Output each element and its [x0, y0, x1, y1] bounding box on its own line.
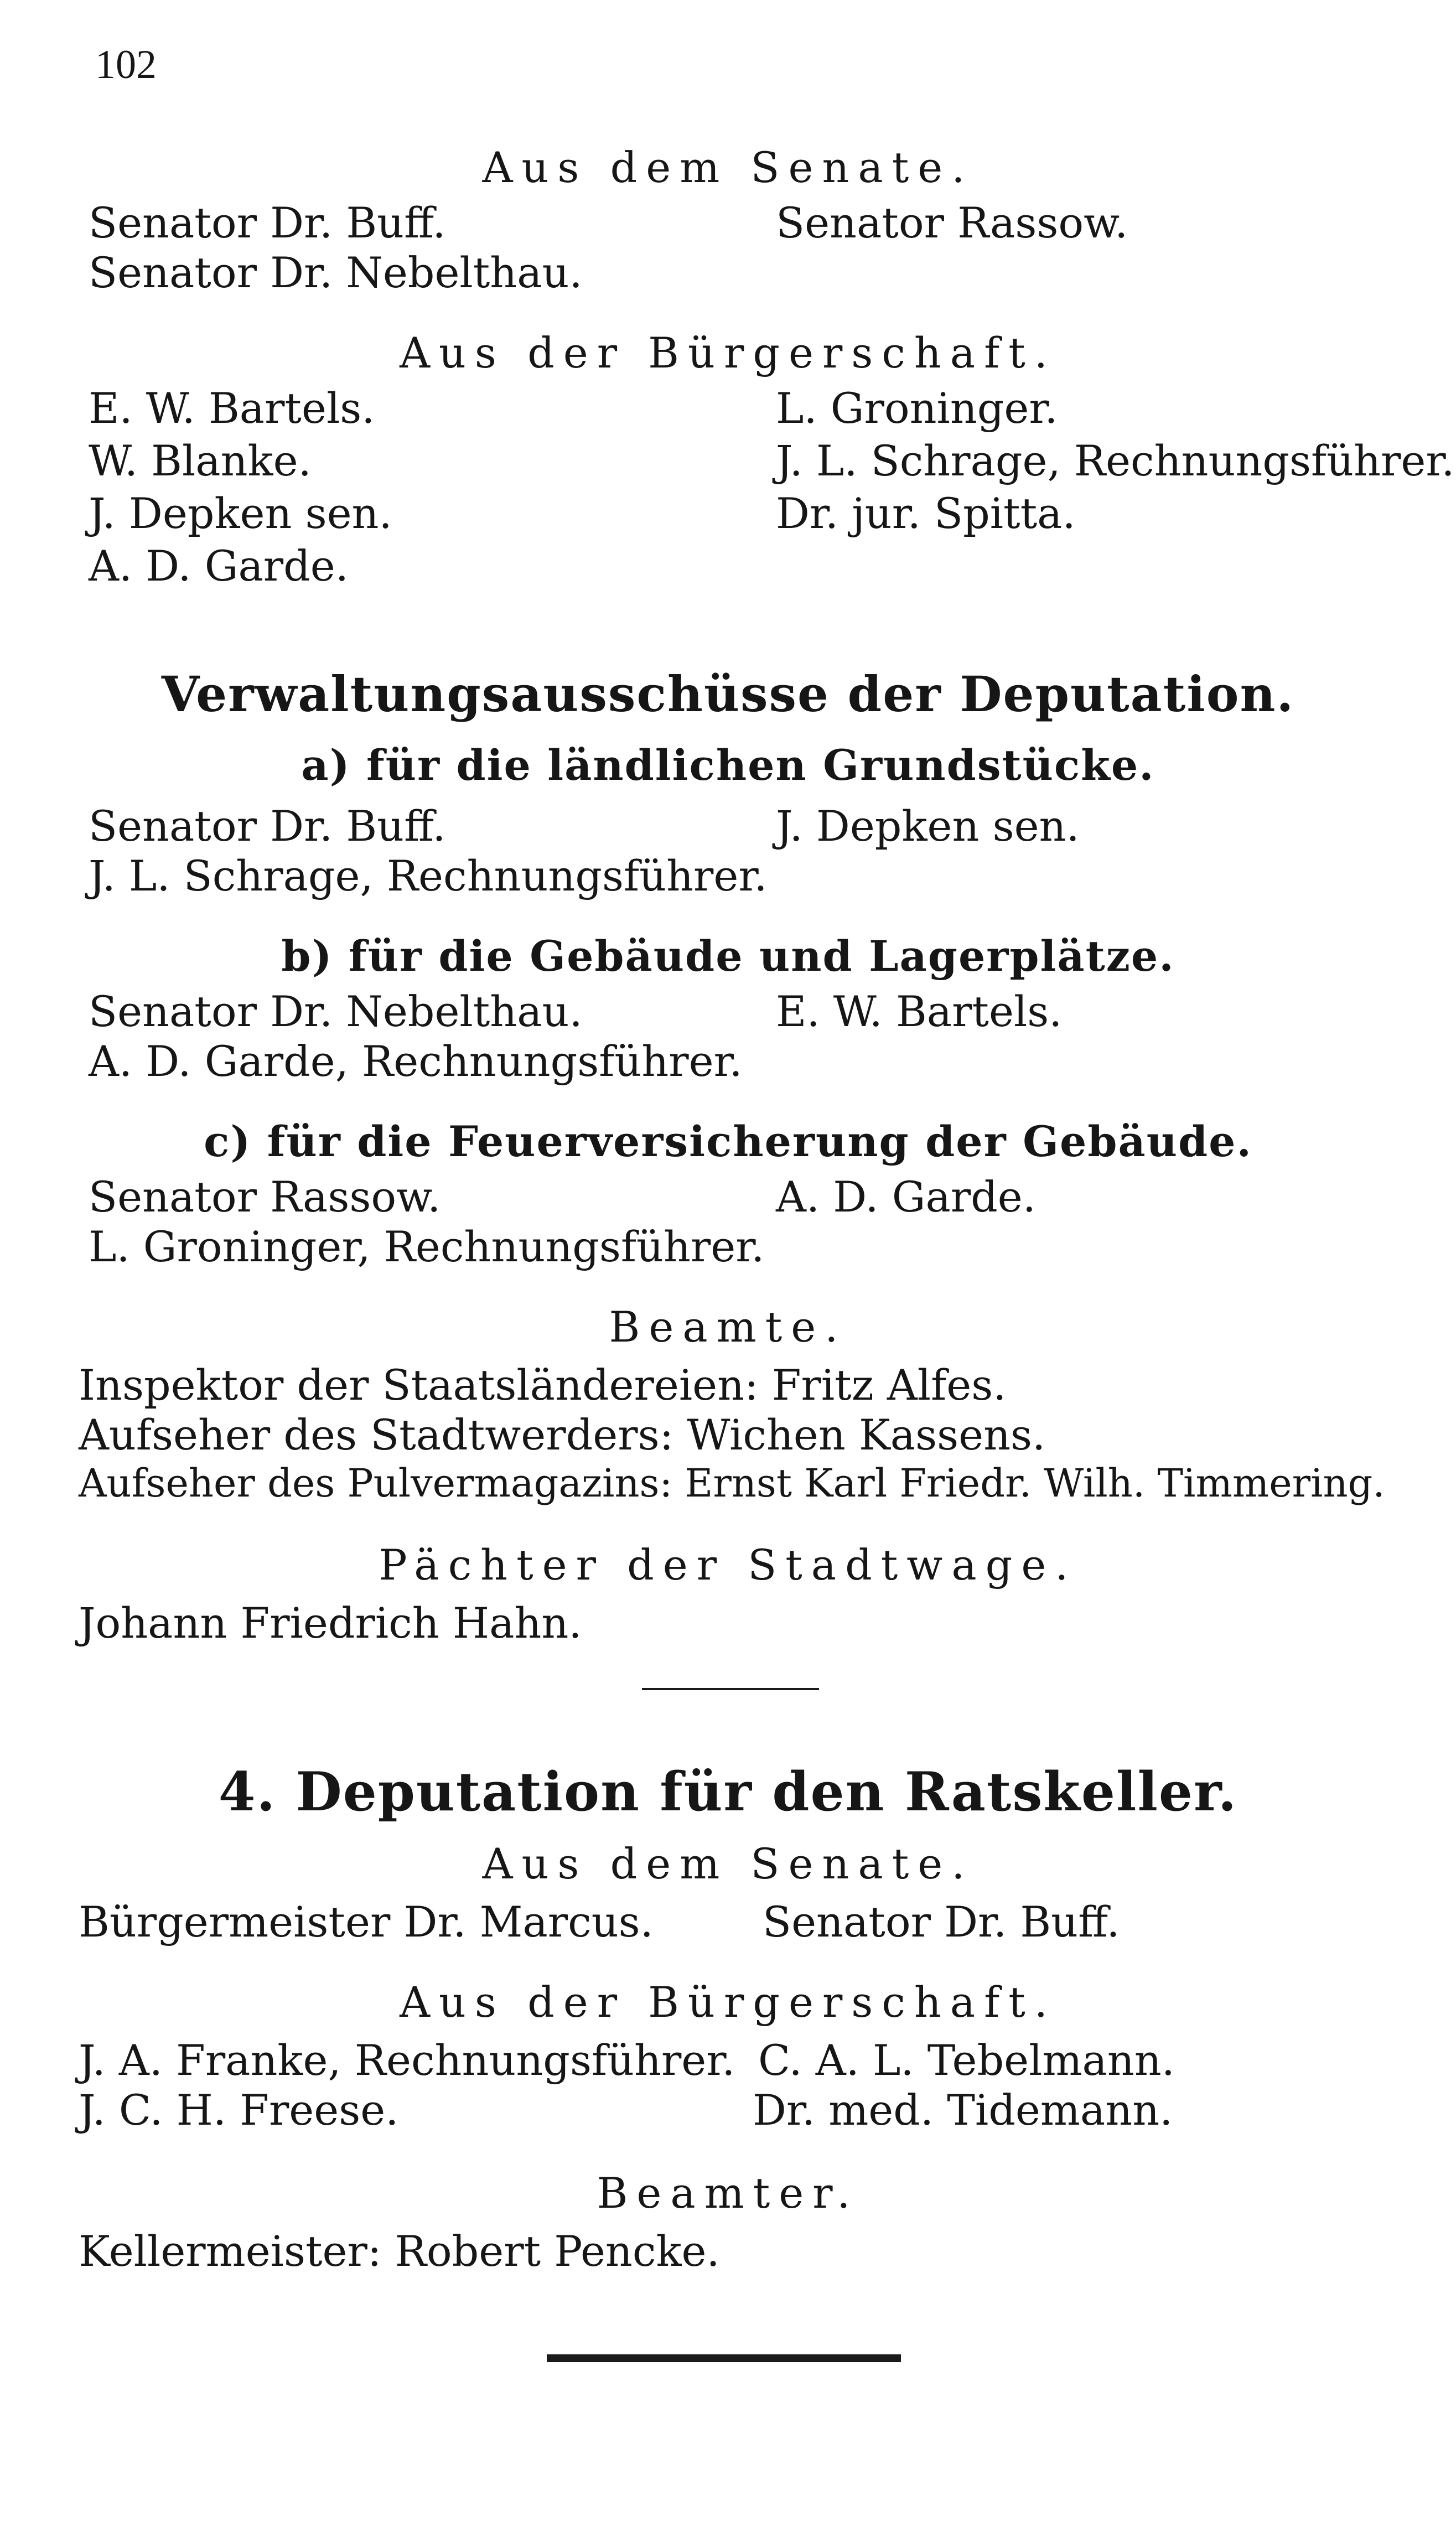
committee-member: Senator Dr. Nebelthau. [89, 987, 583, 1036]
senate-heading: Aus dem Senate. [482, 143, 974, 192]
citizen-member: J. Depken sen. [89, 489, 392, 538]
citizens-heading: Aus der Bürgerschaft. [400, 1977, 1056, 2027]
committee-member: Senator Rassow. [89, 1172, 441, 1221]
citizen-member: C. A. L. Tebelmann. [758, 2036, 1175, 2085]
officials-heading: Beamte. [609, 1302, 847, 1352]
section-divider [642, 1688, 819, 1690]
tenant-heading: Pächter der Stadtwage. [379, 1540, 1077, 1589]
citizen-member: Dr. med. Tidemann. [753, 2085, 1173, 2135]
citizen-member: W. Blanke. [89, 436, 312, 485]
committee-member: L. Groninger, Rechnungsführer. [89, 1222, 765, 1271]
senate-member: Senator Dr. Buff. [763, 1897, 1120, 1946]
official-entry: Kellermeister: Robert Pencke. [79, 2227, 720, 2276]
official-entry: Aufseher des Stadtwerders: Wichen Kassens. [79, 1410, 1046, 1459]
citizens-heading: Aus der Bürgerschaft. [400, 328, 1056, 377]
committee-member: Senator Dr. Buff. [89, 801, 446, 851]
official-heading: Beamter. [597, 2168, 859, 2218]
senate-member: Bürgermeister Dr. Marcus. [79, 1897, 654, 1946]
senate-member: Senator Dr. Nebelthau. [89, 248, 583, 297]
committee-c-title: c) für die Feuerversicherung der Gebäude. [204, 1117, 1252, 1166]
citizen-member: A. D. Garde. [89, 541, 349, 591]
citizen-member: J. L. Schrage, Rechnungsführer. [776, 436, 1455, 485]
senate-member: Senator Dr. Buff. [89, 198, 446, 247]
citizen-member: L. Groninger. [776, 384, 1058, 433]
committee-member: A. D. Garde. [776, 1172, 1036, 1221]
committee-member: A. D. Garde, Rechnungsführer. [89, 1037, 743, 1086]
section-4-title: 4. Deputation für den Ratskeller. [218, 1761, 1238, 1823]
committee-b-title: b) für die Gebäude und Lagerplätze. [281, 931, 1175, 981]
tenant-name: Johann Friedrich Hahn. [79, 1598, 582, 1648]
citizen-member: Dr. jur. Spitta. [776, 489, 1076, 538]
citizen-member: J. C. H. Freese. [79, 2085, 399, 2135]
committee-member: E. W. Bartels. [776, 987, 1063, 1036]
senate-heading: Aus dem Senate. [482, 1839, 974, 1888]
senate-member: Senator Rassow. [776, 198, 1128, 247]
committee-member: J. L. Schrage, Rechnungsführer. [89, 851, 768, 900]
citizen-member: J. A. Franke, Rechnungsführer. [79, 2036, 735, 2085]
end-rule [547, 2354, 901, 2362]
admin-committees-heading: Verwaltungsausschüsse der Deputation. [161, 665, 1295, 723]
official-entry: Inspektor der Staatsländereien: Fritz Alfes. [79, 1360, 1007, 1410]
committee-a-title: a) für die ländlichen Grundstücke. [301, 741, 1155, 790]
page-number: 102 [95, 42, 157, 87]
citizen-member: E. W. Bartels. [89, 384, 375, 433]
official-entry: Aufseher des Pulvermagazins: Ernst Karl Friedr. Wilh. Timmering. [79, 1461, 1385, 1506]
committee-member: J. Depken sen. [776, 801, 1080, 851]
